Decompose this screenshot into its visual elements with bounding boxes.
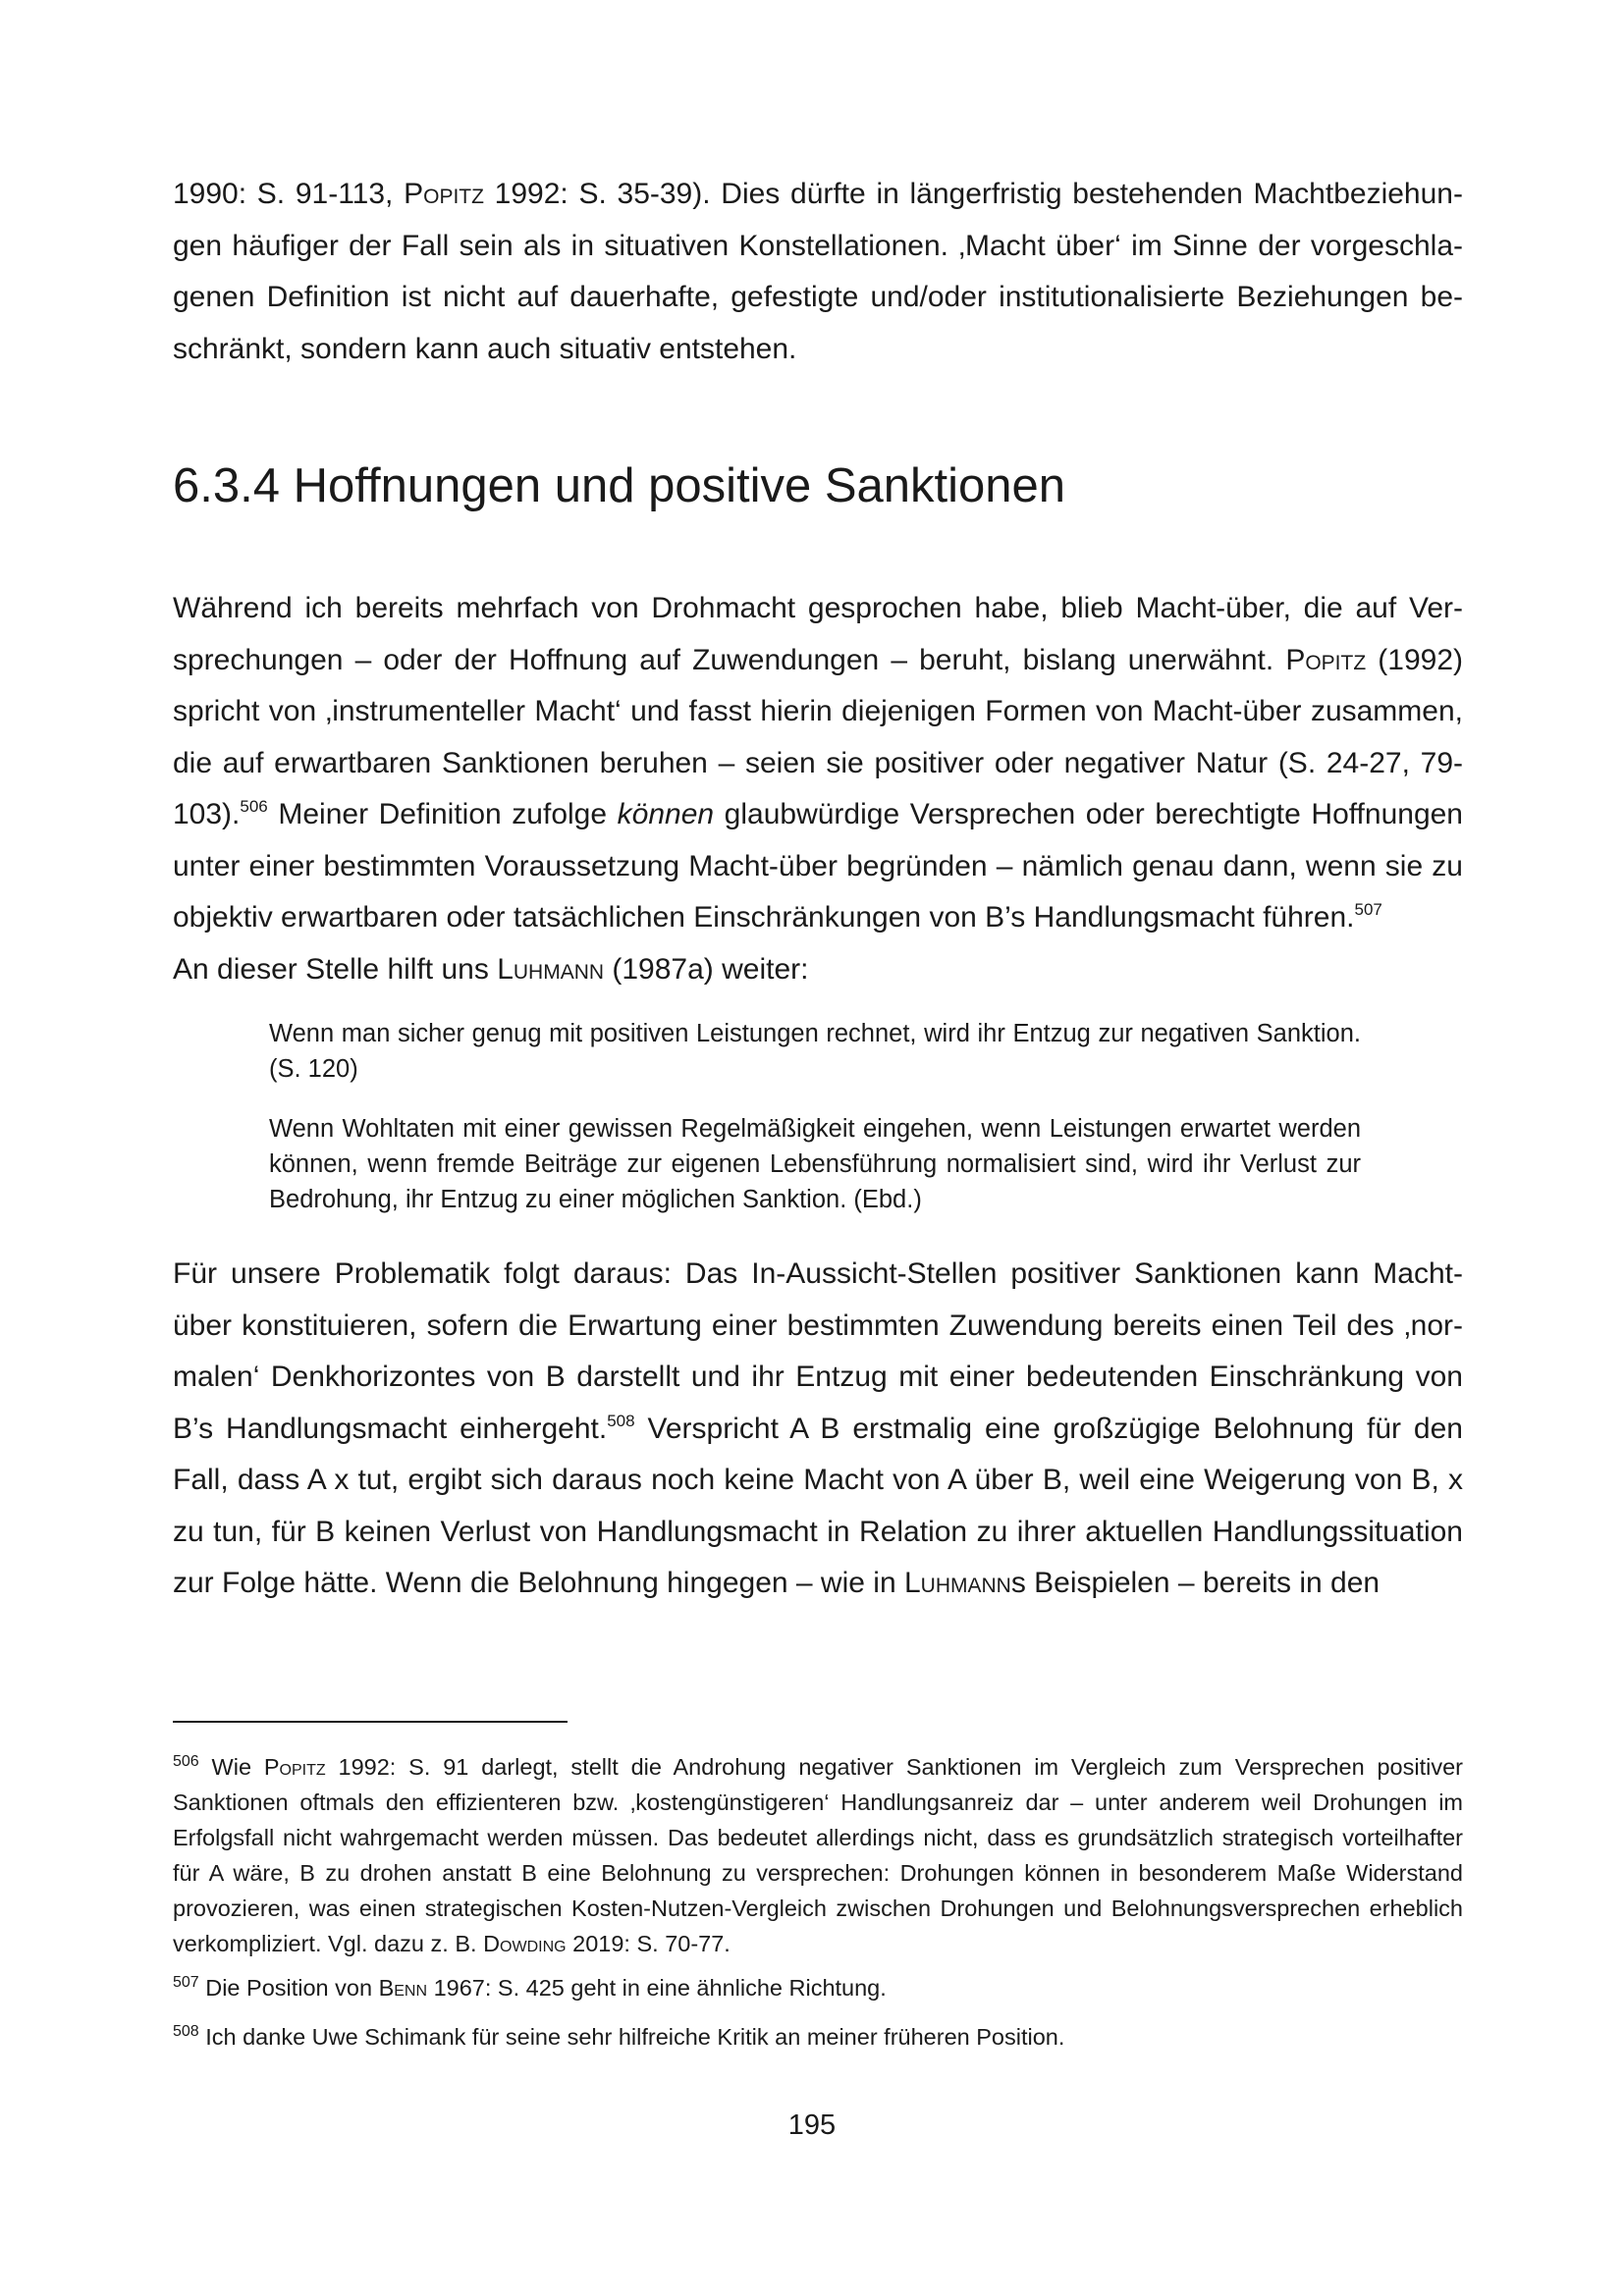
intro-paragraph: 1990: S. 91-113, Popitz 1992: S. 35-39). Dies dürfte in längerfristig bestehenden Machtbeziehungen häufiger der Fall sein als in situativen Konstellationen. ‚Macht über‘ im Sinne der vorgeschlagenen Definition ist nicht auf dauerhafte, gefestigte und/oder institutionalisierte Beziehungen beschränkt, sondern kann auch situativ entstehen. <box>173 178 1463 365</box>
paragraph-consequence: Für unsere Problematik folgt daraus: Das In-Aussicht-Stellen positiver Sanktionen kann Macht-über konstituieren, sofern die Erwartung einer bestimmten Zuwendung bereits einen Teil des ‚normalen‘ Denkhorizontes von B darstellt und ihr Entzug mit einer bedeutenden Einschränkung von B’s Handlungsmacht einhergeht.$^{508}$ Verspricht A B erstmalig eine großzügige Belohnung für den Fall, dass A x tut, ergibt sich daraus noch keine Macht von A über B, weil eine Weigerung von B, x zu tun, für B keinen Verlust von Handlungsmacht in Relation zu ihrer aktuellen Handlungssituation zur Folge hätte. Wenn die Belohnung hingegen – wie in Luhmanns Beispielen – bereits in den <box>173 1257 1463 1599</box>
footnote-number: 507 <box>173 1974 199 1991</box>
author-luhmann: Luhmann <box>497 952 605 986</box>
block-quote-1: Wenn man sicher genug mit positiven Leistungen rechnet, wird ihr Entzug zur negativen Sanktion. (S. 120) <box>269 1020 1361 1083</box>
footnote-number: 506 <box>173 1753 199 1770</box>
footnote-507: $^{507}$ Die Position von Benn 1967: S. 425 geht in eine ähnliche Richtung. <box>173 1974 887 2001</box>
author-popitz: Popitz <box>1285 643 1367 676</box>
author-luhmann: Luhmann <box>903 1567 1011 1599</box>
paragraph-hopes: Während ich bereits mehrfach von Drohmacht gesprochen habe, blieb Macht-über, die auf Versprechungen – oder der Hoffnung auf Zuwendungen – beruht, bislang unerwähnt. Popitz (1992) spricht von ‚instrumenteller Macht‘ und fasst hierin diejenigen Formen von Macht-über zusammen, die auf erwartbaren Sanktionen beruhen – seien sie positiver oder negativer Natur (S. 24-27, 79-103).$^{506}$ Meiner Definition zufolge können glaubwürdige Versprechen oder berechtigte Hoffnungen unter einer bestimmten Voraussetzung Macht-über begründen – nämlich genau dann, wenn sie zu objektiv erwartbaren oder tatsächlichen Einschränkungen von B’s Handlungsmacht führen.$^{507}$ An dieser Stelle hilft uns Luhmann (1987a) weiter: <box>173 592 1463 986</box>
page-number: 195 <box>787 2109 837 2141</box>
footnote-ref-506[interactable]: 506 <box>240 797 268 816</box>
author-popitz: Popitz <box>263 1754 326 1780</box>
section-heading: 6.3.4 Hoffnungen und positive Sanktionen <box>173 459 1066 512</box>
block-quote-2: Wenn Wohltaten mit einer gewissen Regelmäßigkeit eingehen, wenn Leistungen erwartet werden können, wenn fremde Beiträge zur eigenen Lebensführung normalisiert sind, wird ihr Verlust zur Bedrohung, ihr Entzug zu einer möglichen Sanktion. (Ebd.) <box>269 1115 1361 1213</box>
footnote-506: $^{506}$ Wie Popitz 1992: S. 91 darlegt, stellt die Androhung negativer Sanktionen im Vergleich zum Versprechen positiver Sanktionen oftmals den effizienteren bzw. ‚kostengünstigeren‘ Handlungsanreiz dar – unter anderem weil Drohungen im Erfolgsfall nicht wahrgemacht werden müssen. Das bedeutet allerdings nicht, dass es grundsätzlich strategisch vorteilhafter für A wäre, B zu drohen anstatt B eine Belohnung zu versprechen: Drohungen können in besonderem Maße Widerstand provozieren, was einen strategischen Kosten-Nutzen-Vergleich zwischen Drohungen und Belohnungsversprechen erheblich verkompliziert. Vgl. dazu z. B. Dowding 2019: S. 70-77. <box>173 1753 1463 1956</box>
emphasis: können <box>617 798 715 830</box>
author-benn: Benn <box>378 1975 428 2001</box>
footnote-divider <box>173 1721 568 1723</box>
author-popitz: Popitz <box>404 178 484 210</box>
author-dowding: Dowding <box>483 1931 567 1956</box>
footnote-number: 508 <box>173 2023 199 2040</box>
footnote-508: $^{508}$ Ich danke Uwe Schimank für seine sehr hilfreiche Kritik an meiner früheren Position. <box>173 2023 1065 2050</box>
footnote-ref-507[interactable]: 507 <box>1354 900 1382 919</box>
footnote-ref-508[interactable]: 508 <box>607 1411 635 1430</box>
